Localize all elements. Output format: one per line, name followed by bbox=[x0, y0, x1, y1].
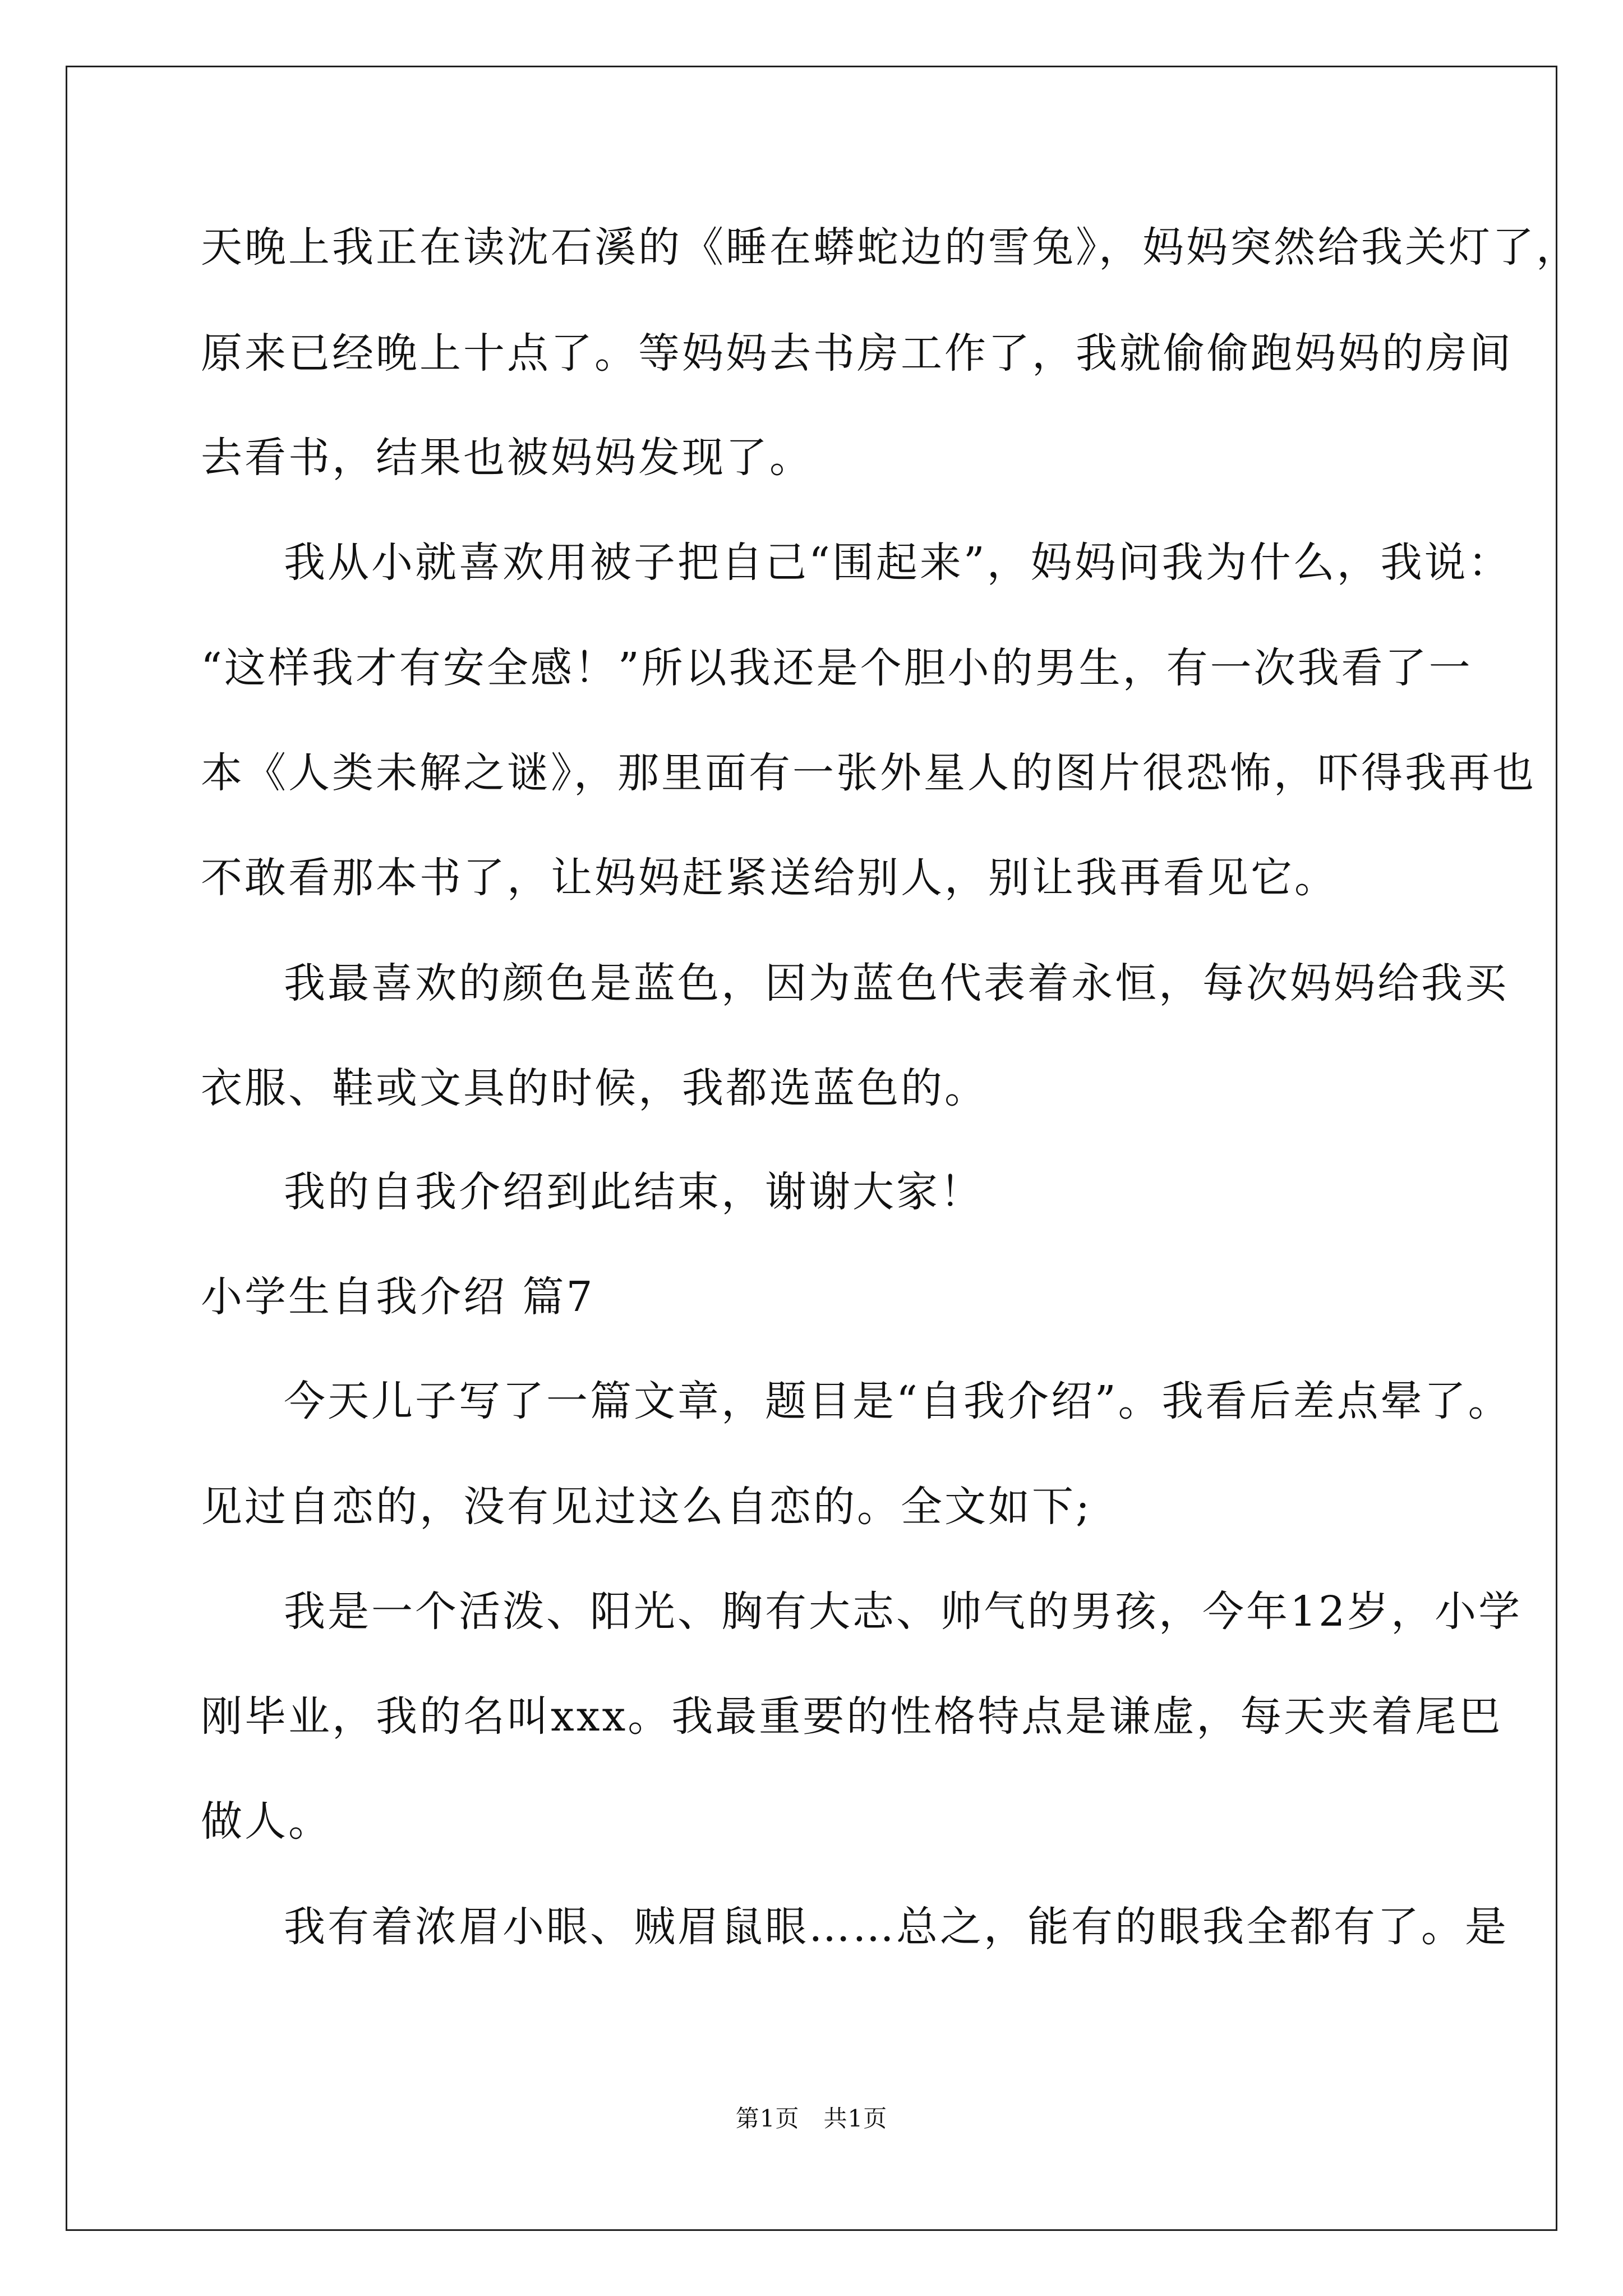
paragraph-line: 我是一个活泼、阳光、胸有大志、帅气的男孩，今年12岁，小学 bbox=[284, 1588, 1523, 1636]
paragraph-line: 见过自恋的，没有见过这么自恋的。全文如下; bbox=[201, 1483, 1092, 1531]
paragraph-line: 不敢看那本书了，让妈妈赶紧送给别人，别让我再看见它。 bbox=[201, 854, 1338, 902]
paragraph-line: 去看书，结果也被妈妈发现了。 bbox=[201, 434, 813, 482]
paragraph-line: 我最喜欢的颜色是蓝色，因为蓝色代表着永恒，每次妈妈给我买 bbox=[284, 959, 1509, 1007]
paragraph-line: 我的自我介绍到此结束，谢谢大家！ bbox=[284, 1168, 984, 1216]
paragraph-line: 本《人类未解之谜》，那里面有一张外星人的图片很恐怖，吓得我再也 bbox=[201, 749, 1536, 797]
paragraph-line: “这样我才有安全感！”所以我还是个胆小的男生，有一次我看了一 bbox=[201, 644, 1473, 692]
paragraph-line: 衣服、鞋或文具的时候，我都选蓝色的。 bbox=[201, 1064, 988, 1112]
paragraph-line: 做人。 bbox=[201, 1797, 332, 1846]
section-heading: 小学生自我介绍 篇7 bbox=[201, 1273, 595, 1321]
paragraph-line: 原来已经晚上十点了。等妈妈去书房工作了，我就偷偷跑妈妈的房间 bbox=[201, 329, 1513, 378]
page-number-footer: 第1页 共1页 bbox=[735, 2105, 888, 2132]
paragraph-line: 我从小就喜欢用被子把自己“围起来”，妈妈问我为什么，我说： bbox=[284, 539, 1512, 587]
paragraph-line: 天晚上我正在读沈石溪的《睡在蟒蛇边的雪兔》，妈妈突然给我关灯了， bbox=[201, 223, 1580, 272]
paragraph-line: 今天儿子写了一篇文章，题目是“自我介绍”。我看后差点晕了。 bbox=[284, 1377, 1512, 1425]
paragraph-line: 刚毕业，我的名叫xxx。我最重要的性格特点是谦虚，每天夹着尾巴 bbox=[201, 1692, 1503, 1741]
paragraph-line: 我有着浓眉小眼、贼眉鼠眼……总之，能有的眼我全都有了。是 bbox=[284, 1903, 1509, 1951]
